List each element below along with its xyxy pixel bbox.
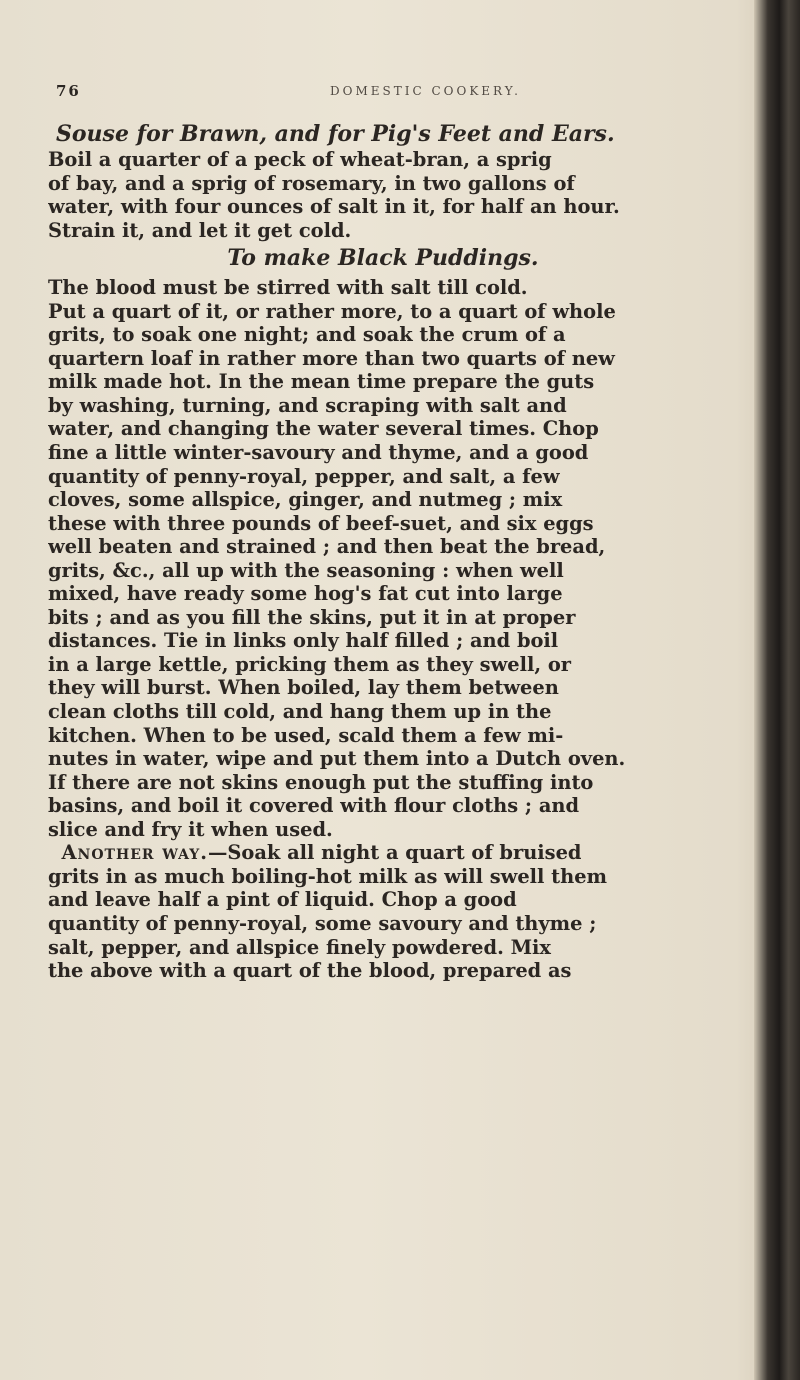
text-line: Strain it, and let it get cold. (48, 218, 352, 242)
text-line: by washing, turning, and scraping with salt and (48, 393, 567, 417)
text-line: bits ; and as you fill the skins, put it in at proper (48, 605, 576, 629)
text-line: water, and changing the water several times. Chop (48, 417, 599, 441)
running-head: DOMESTIC COOKERY. (330, 84, 521, 98)
text-line: quantity of penny-royal, pepper, and salt, a few (48, 464, 560, 488)
recipe-title-black-puddings: To make Black Puddings. (227, 245, 539, 272)
text-line: grits, &c., all up with the seasoning : when well (48, 558, 564, 582)
text-line: Put a quart of it, or rather more, to a quart of whole (48, 299, 616, 323)
text-line: water, with four ounces of salt in it, for half an hour. (48, 195, 620, 219)
text-line: mixed, have ready some hog's fat cut into large (48, 582, 563, 606)
text-line: well beaten and strained ; and then beat the bread, (48, 535, 606, 559)
page-number: 76 (56, 82, 81, 100)
another-way-first-line: —Soak all night a quart of bruised (208, 841, 582, 865)
text-line: The blood must be stirred with salt till cold. (48, 276, 528, 300)
text-line: in a large kettle, pricking them as they swell, or (48, 652, 571, 676)
text-line: basins, and boil it covered with flour cloths ; and (48, 794, 580, 818)
page-text (48, 120, 758, 983)
recipe-title-souse: Souse for Brawn, and for Pig's Feet and Ears. (56, 121, 615, 147)
text-line: of bay, and a sprig of rosemary, in two gallons of (48, 171, 575, 195)
text-line: the above with a quart of the blood, prepared as (48, 959, 572, 983)
text-line: salt, pepper, and allspice finely powdered. Mix (48, 935, 551, 959)
text-line: clean cloths till cold, and hang them up in the (48, 700, 552, 724)
text-line: distances. Tie in links only half filled ; and boil (48, 629, 559, 653)
recipe-body-souse (48, 148, 758, 242)
text-line: they will burst. When boiled, lay them between (48, 676, 559, 700)
text-line: these with three pounds of beef-suet, and six eggs (48, 511, 594, 535)
recipe-body-another-way (48, 841, 758, 982)
text-line: If there are not skins enough put the stuffing into (48, 770, 594, 794)
text-line: quantity of penny-royal, some savoury and thyme ; (48, 911, 597, 935)
text-line: and leave half a pint of liquid. Chop a good (48, 888, 517, 912)
text-line: grits, to soak one night; and soak the crum of a (48, 323, 566, 347)
text-line: fine a little winter-savoury and thyme, and a good (48, 441, 589, 465)
book-binding-gutter (754, 0, 800, 1380)
text-line: milk made hot. In the mean time prepare the guts (48, 370, 595, 394)
text-line: grits in as much boiling-hot milk as will swell them (48, 864, 608, 888)
text-line: slice and fry it when used. (48, 817, 333, 841)
recipe-body-black-puddings (48, 276, 758, 841)
another-way-lead: Another way. (61, 841, 208, 865)
page-header (48, 82, 748, 104)
text-line: cloves, some allspice, ginger, and nutmeg ; mix (48, 488, 563, 512)
text-line: Boil a quarter of a peck of wheat-bran, a sprig (48, 148, 552, 171)
text-line: kitchen. When to be used, scald them a few mi- (48, 723, 564, 747)
text-line: nutes in water, wipe and put them into a Dutch oven. (48, 747, 626, 771)
text-line (48, 841, 758, 865)
text-line: quartern loaf in rather more than two quarts of new (48, 346, 615, 370)
